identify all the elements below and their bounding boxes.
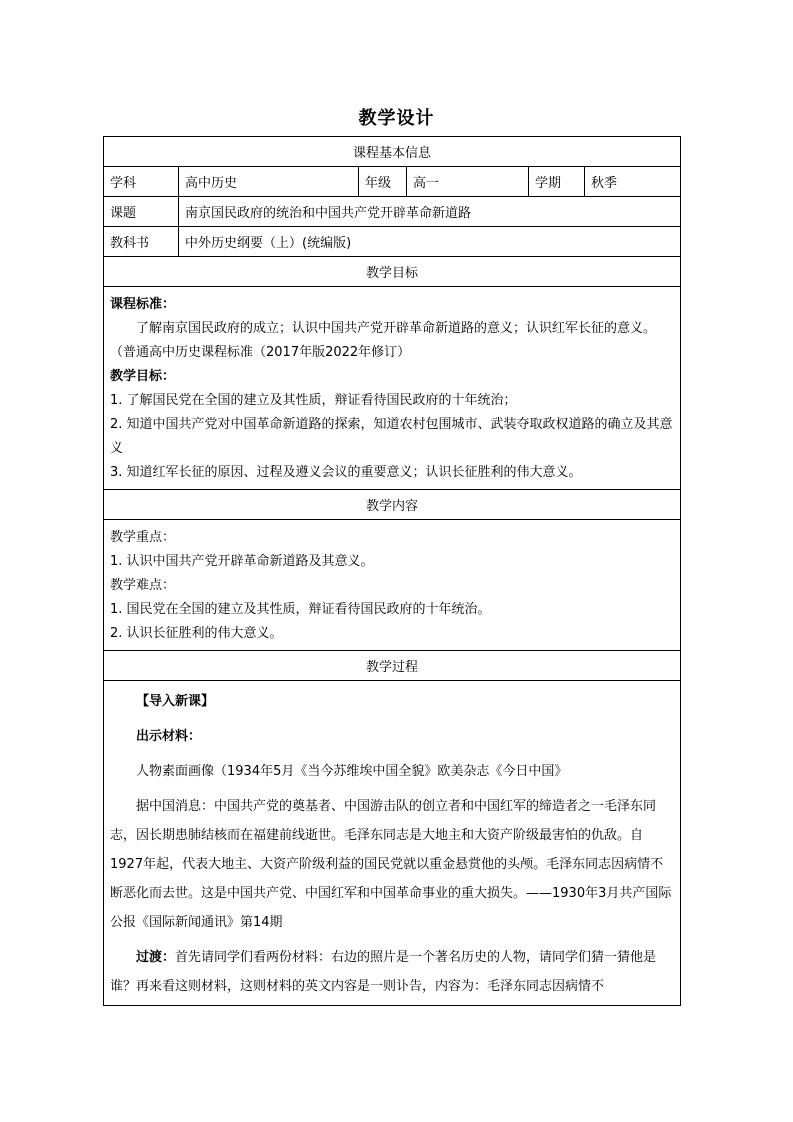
basic-info-header: 课程基本信息 — [104, 137, 681, 167]
textbook-value: 中外历史纲要（上）(统编版) — [179, 227, 681, 257]
topic-value: 南京国民政府的统治和中国共产党开辟革命新道路 — [179, 197, 681, 227]
subject-label: 学科 — [104, 167, 179, 197]
process-header: 教学过程 — [104, 651, 681, 681]
transition-label: 过渡： — [136, 950, 176, 965]
topic-label: 课题 — [104, 197, 179, 227]
term-value: 秋季 — [585, 167, 681, 197]
standard-text: 了解南京国民政府的成立；认识中国共产党开辟革命新道路的意义；认识红军长征的意义。（普通高中历史课程标准（2017年版2022年修订） — [110, 321, 657, 360]
grade-value: 高一 — [407, 167, 529, 197]
difficulty-title: 教学难点： — [110, 578, 176, 593]
content-block — [104, 520, 681, 651]
subject-value: 高中历史 — [179, 167, 359, 197]
goals-block — [104, 287, 681, 490]
key-title: 教学重点： — [110, 530, 176, 545]
term-label: 学期 — [529, 167, 585, 197]
process-block — [104, 681, 681, 1006]
goal-title: 教学目标： — [110, 369, 176, 384]
difficulty-item: 2. 认识长征胜利的伟大意义。 — [110, 626, 283, 641]
transition-paragraph — [110, 943, 674, 1001]
intro-heading: 【导入新课】 — [136, 694, 215, 709]
transition-text: 首先请同学们看两份材料：右边的照片是一个著名历史的人物，请同学们猜一猜他是谁？再来看这则材料，这则材料的英文内容是一则讣告，内容为：毛泽东同志因病情不 — [110, 950, 657, 994]
goal-item: 2. 知道中国共产党对中国革命新道路的探索，知道农村包围城市、武装夺取政权道路的确立及其意义 — [110, 417, 673, 456]
goal-item: 3. 知道红军长征的原因、过程及遵义会议的重要意义；认识长征胜利的伟大意义。 — [110, 465, 582, 480]
material-title: 出示材料： — [136, 729, 202, 744]
key-item: 1. 认识中国共产党开辟革命新道路及其意义。 — [110, 554, 374, 569]
goal-item: 1. 了解国民党在全国的建立及其性质，辩证看待国民政府的十年统治； — [110, 393, 517, 408]
material-1: 人物素面画像（1934年5月《当今苏维埃中国全貌》欧美杂志《今日中国》 — [136, 764, 568, 779]
content-header: 教学内容 — [104, 490, 681, 520]
grade-label: 年级 — [359, 167, 407, 197]
material-2: 据中国消息：中国共产党的奠基者、中国游击队的创立者和中国红军的缔造者之一毛泽东同志，因长期患肺结核而在福建前线逝世。毛泽东同志是大地主和大资产阶级最害怕的仇敌。自1927年起，代表大地主、大资产阶级利益的国民党就以重金悬赏他的头颅。毛泽东同志因病情不断恶化而去世。这是中国共产党、中国红军和中国革命事业的重大损失。——1930年3月共产国际公报《国际新闻通讯》第14期 — [110, 799, 672, 930]
standard-title: 课程标准： — [110, 297, 176, 312]
document-title: 教学设计 — [358, 108, 435, 129]
textbook-label: 教科书 — [104, 227, 179, 257]
goals-header: 教学目标 — [104, 257, 681, 287]
difficulty-item: 1. 国民党在全国的建立及其性质，辩证看待国民政府的十年统治。 — [110, 602, 491, 617]
lesson-plan-table — [103, 136, 681, 1006]
